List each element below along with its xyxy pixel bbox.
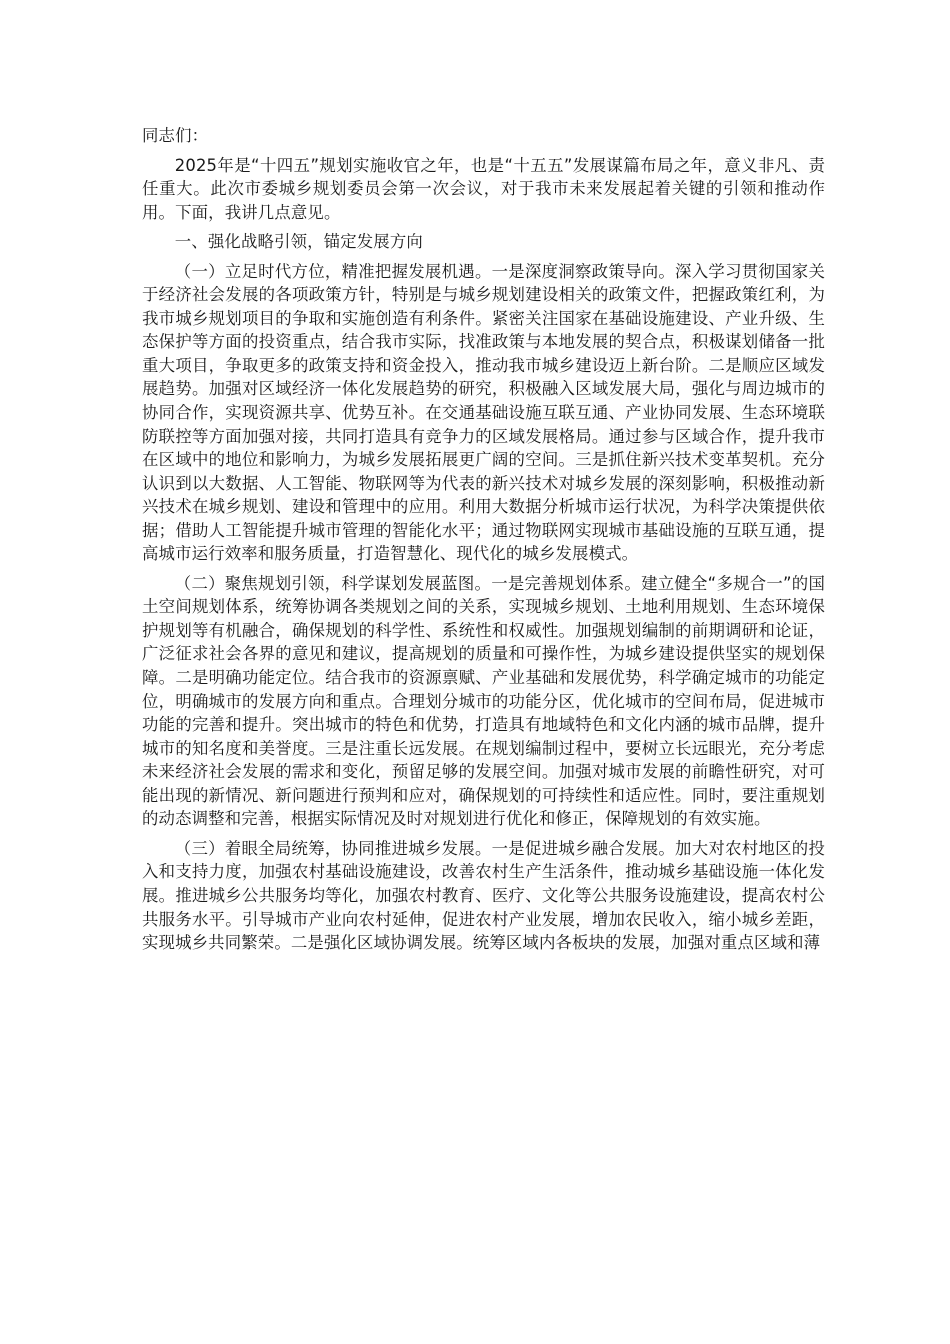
salutation: 同志们： <box>142 126 209 145</box>
body-paragraph-3: （三）着眼全局统筹，协同推进城乡发展。一是促进城乡融合发展。加大对农村地区的投入和支持力度，加强农村基础设施建设，改善农村生产生活条件，推动城乡基础设施一体化发展。推进城乡公共服务均等化，加强农村教育、医疗、文化等公共服务设施建设，提高农村公共服务水平。引导城市产业向农村延伸，促进农村产业发展，增加农民收入，缩小城乡差距，实现城乡共同繁荣。二是强化区域协调发展。统筹区域内各板块的发展，加强对重点区域和薄 <box>142 838 825 953</box>
body-paragraph-2: （二）聚焦规划引领，科学谋划发展蓝图。一是完善规划体系。建立健全“多规合一”的国土空间规划体系，统筹协调各类规划之间的关系，实现城乡规划、土地利用规划、生态环境保护规划等有机融合，确保规划的科学性、系统性和权威性。加强规划编制的前期调研和论证，广泛征求社会各界的意见和建议，提高规划的质量和可操作性，为城乡建设提供坚实的规划保障。二是明确功能定位。结合我市的资源禀赋、产业基础和发展优势，科学确定城市的功能定位，明确城市的发展方向和重点。合理划分城市的功能分区，优化城市的空间布局，促进城市功能的完善和提升。突出城市的特色和优势，打造具有地域特色和文化内涵的城市品牌，提升城市的知名度和美誉度。三是注重长远发展。在规划编制过程中，要树立长远眼光，充分考虑未来经济社会发展的需求和变化，预留足够的发展空间。加强对城市发展的前瞻性研究，对可能出现的新情况、新问题进行预判和应对，确保规划的可持续性和适应性。同时，要注重规划的动态调整和完善，根据实际情况及时对规划进行优化和修正，保障规划的有效实施。 <box>142 573 825 829</box>
document-page <box>142 124 825 961</box>
intro-paragraph: 2025年是“十四五”规划实施收官之年，也是“十五五”发展谋篇布局之年，意义非凡、责任重大。此次市委城乡规划委员会第一次会议，对于我市未来发展起着关键的引领和推动作用。下面，我讲几点意见。 <box>142 155 825 222</box>
body-paragraph-1: （一）立足时代方位，精准把握发展机遇。一是深度洞察政策导向。深入学习贯彻国家关于经济社会发展的各项政策方针，特别是与城乡规划建设相关的政策文件，把握政策红利，为我市城乡规划项目的争取和实施创造有利条件。紧密关注国家在基础设施建设、产业升级、生态保护等方面的投资重点，结合我市实际，找准政策与本地发展的契合点，积极谋划储备一批重大项目，争取更多的政策支持和资金投入，推动我市城乡建设迈上新台阶。二是顺应区域发展趋势。加强对区域经济一体化发展趋势的研究，积极融入区域发展大局，强化与周边城市的协同合作，实现资源共享、优势互补。在交通基础设施互联互通、产业协同发展、生态环境联防联控等方面加强对接，共同打造具有竞争力的区域发展格局。通过参与区域合作，提升我市在区域中的地位和影响力，为城乡发展拓展更广阔的空间。三是抓住新兴技术变革契机。充分认识到以大数据、人工智能、物联网等为代表的新兴技术对城乡发展的深刻影响，积极推动新兴技术在城乡规划、建设和管理中的应用。利用大数据分析城市运行状况，为科学决策提供依据；借助人工智能提升城市管理的智能化水平；通过物联网实现城市基础设施的互联互通，提高城市运行效率和服务质量，打造智慧化、现代化的城乡发展模式。 <box>142 261 825 564</box>
section-heading: 一、强化战略引领，锚定发展方向 <box>174 232 423 252</box>
